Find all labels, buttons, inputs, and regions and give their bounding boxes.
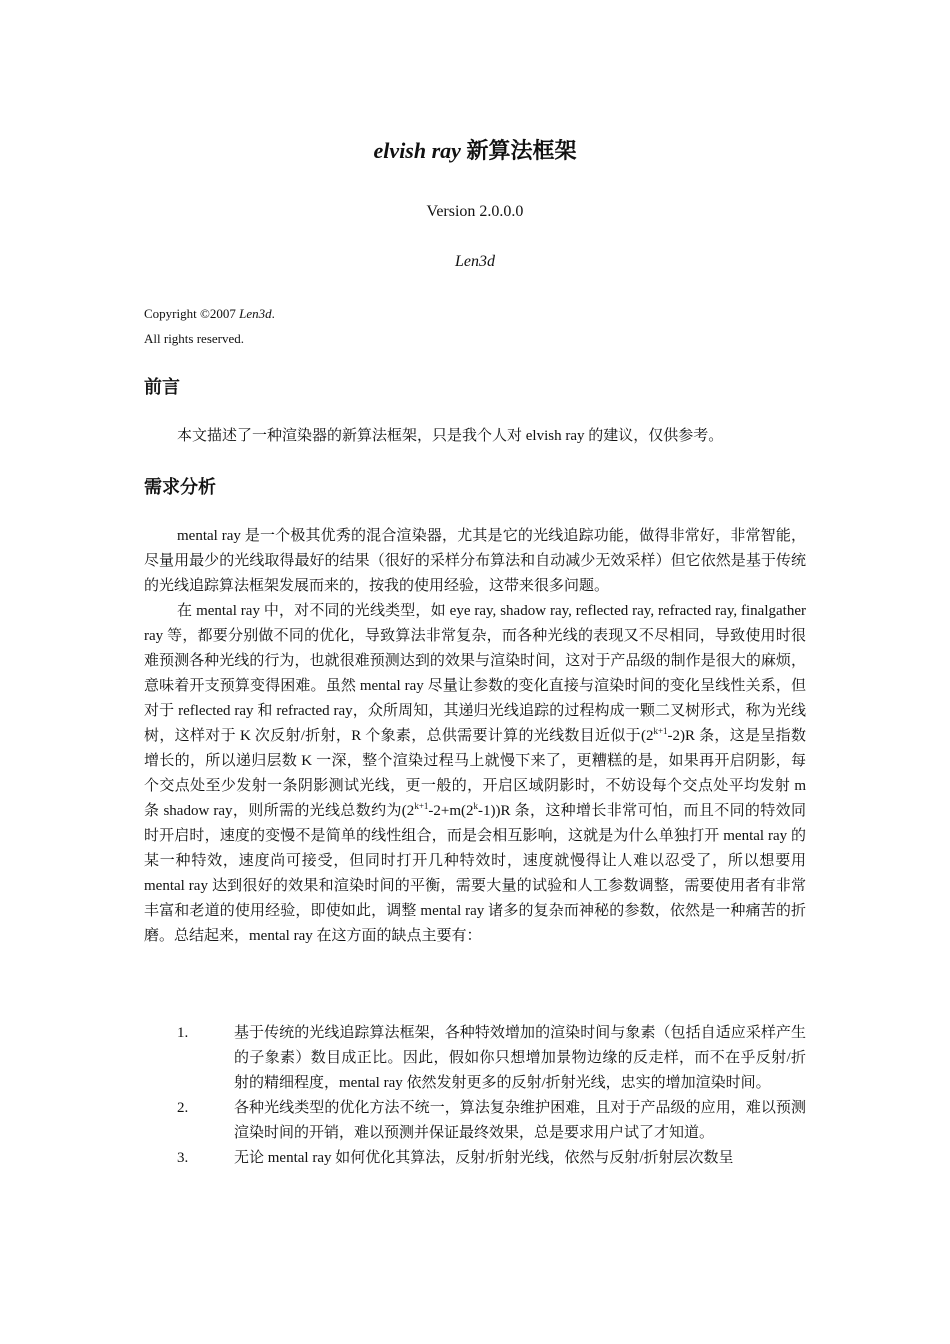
list-text: 基于传统的光线追踪算法框架，各种特效增加的渲染时间与象素（包括自适应采样产生的子象素）数目成正比。因此，假如你只想增加景物边缘的反走样，而不在乎反射/折射的精细程度，mental ray 依然发射更多的反射/折射光线，忠实的增加渲染时间。 (234, 1025, 806, 1091)
requirements-heading: 需求分析 (144, 477, 216, 497)
para2-sup-3: k (473, 801, 479, 811)
list-text: 各种光线类型的优化方法不统一，算法复杂维护困难，且对于产品级的应用，难以预测渲染时间的开销，难以预测并保证最终效果，总是要求用户试了才知道。 (234, 1100, 806, 1141)
document-title (144, 136, 806, 166)
list-item (144, 1021, 806, 1096)
shortcomings-list (144, 1021, 806, 1171)
list-number: 1. (177, 1025, 189, 1041)
preface-heading: 前言 (144, 377, 180, 397)
requirements-paragraph-2 (144, 599, 806, 949)
copyright-block (144, 301, 806, 351)
para2-part-d: -1))R 条，这种增长非常可怕，而且不同的特效同时开启时，速度的变慢不是简单的线性组合，而是会相互影响，这就是为什么单独打开 mental ray 的某一种特效，速度尚可接受，但同时打开几种特效时，速度就慢得让人难以忍受了，所以想要用 mental ray 达到很好的效果和渲染时间的平衡，需要大量的试验和人工参数调整，需要使用者有非常丰富和老道的使用经验，即使如此，调整 mental ray 诸多的复杂而神秘的参数，依然是一种痛苦的折磨。总结起来，mental ray 在这方面的缺点主要有： (144, 803, 806, 944)
copyright-prefix: Copyright ©2007 (144, 306, 240, 321)
copyright-suffix: . (271, 306, 275, 321)
para2-sup-1: k+1 (653, 726, 668, 736)
version-text: Version 2.0.0.0 (426, 203, 524, 220)
para2-part-a: 在 mental ray 中，对不同的光线类型，如 eye ray, shadow ray, reflected ray, refracted ray, finalgather ray 等，都要分别做不同的优化，导致算法非常复杂，而各种光线的表现又不尽相同，导致使用时很难预测各种光线的行为，也就很难预测达到的效果与渲染时间，这对于产品级的制作是很大的麻烦，意味着开支预算变得困难。虽然 mental ray 尽量让参数的变化直接与渲染时间的变化呈线性关系，但对于 reflected ray 和 refracted ray，众所周知，其递归光线追踪的过程构成一颗二叉树形式，称为光线树，这样对于 K 次反射/折射，R 个象素，总供需要计算的光线数目近似于(2 (144, 603, 806, 744)
para2-part-c: -2+m(2 (428, 803, 474, 819)
title-italic: elvish ray (373, 138, 461, 163)
copyright-line (144, 301, 806, 326)
rights-line: All rights reserved. (144, 331, 245, 346)
para2-part-b: -2)R 条，这是呈指数增长的，所以递归层数 K 一深，整个渲染过程马上就慢下来了，更糟糕的是，如果再开启阴影，每个交点处至少发射一条阴影测试光线，更一般的，开启区域阴影时，不妨设每个交点处平均发射 m 条 shadow ray，则所需的光线总数约为(2 (144, 728, 806, 819)
para2-sup-2: k+1 (414, 801, 429, 811)
copyright-name: Len3d (239, 306, 272, 321)
author-name: Len3d (455, 253, 495, 270)
list-text: 无论 mental ray 如何优化其算法，反射/折射光线，依然与反射/折射层次数呈 (234, 1150, 734, 1166)
requirements-body (144, 524, 806, 949)
list-number: 2. (177, 1100, 189, 1116)
preface-paragraph: 本文描述了一种渲染器的新算法框架，只是我个人对 elvish ray 的建议，仅供参考。 (177, 428, 724, 444)
title-rest: 新算法框架 (460, 138, 577, 163)
list-number: 3. (177, 1150, 189, 1166)
requirements-paragraph-1: mental ray 是一个极其优秀的混合渲染器，尤其是它的光线追踪功能，做得非常好，非常智能，尽量用最少的光线取得最好的结果（很好的采样分布算法和自动减少无效采样）但它依然是基于传统的光线追踪算法框架发展而来的，按我的使用经验，这带来很多问题。 (144, 528, 806, 594)
list-item (144, 1096, 806, 1146)
list-item (144, 1146, 806, 1171)
